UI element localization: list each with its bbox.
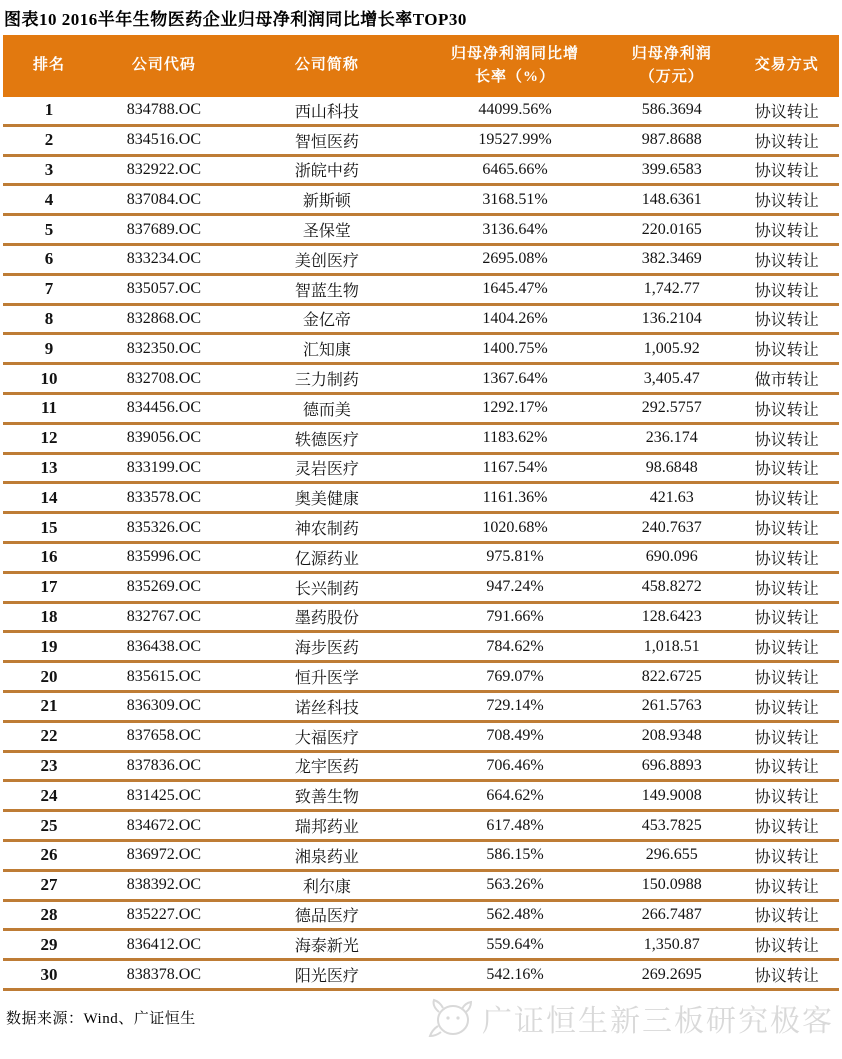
profit-cell: 421.63 bbox=[609, 483, 734, 513]
table-row bbox=[3, 721, 839, 751]
code-cell: 831425.OC bbox=[95, 781, 233, 811]
growth-cell: 1292.17% bbox=[421, 393, 609, 423]
growth-cell: 729.14% bbox=[421, 691, 609, 721]
method-cell: 协议转让 bbox=[734, 513, 839, 543]
col-header-growth: 归母净利润同比增 长率（%） bbox=[421, 35, 609, 97]
profit-cell: 292.5757 bbox=[609, 393, 734, 423]
growth-cell: 1020.68% bbox=[421, 513, 609, 543]
growth-cell: 1367.64% bbox=[421, 364, 609, 394]
table-row bbox=[3, 662, 839, 692]
penguin-logo-icon bbox=[426, 996, 474, 1040]
growth-cell: 617.48% bbox=[421, 811, 609, 841]
growth-cell: 1183.62% bbox=[421, 423, 609, 453]
table-row bbox=[3, 632, 839, 662]
col-header-method: 交易方式 bbox=[734, 35, 839, 97]
code-cell: 835996.OC bbox=[95, 542, 233, 572]
code-cell: 836438.OC bbox=[95, 632, 233, 662]
growth-cell: 1645.47% bbox=[421, 274, 609, 304]
table-row bbox=[3, 483, 839, 513]
name-cell: 智蓝生物 bbox=[233, 274, 421, 304]
name-cell: 神农制药 bbox=[233, 513, 421, 543]
code-cell: 834672.OC bbox=[95, 811, 233, 841]
figure-title: 图表10 2016半年生物医药企业归母净利润同比增长率TOP30 bbox=[4, 10, 467, 29]
name-cell: 海步医药 bbox=[233, 632, 421, 662]
rank-cell: 25 bbox=[3, 811, 95, 841]
table-row bbox=[3, 751, 839, 781]
profit-cell: 382.3469 bbox=[609, 244, 734, 274]
rank-cell: 4 bbox=[3, 185, 95, 215]
profit-cell: 586.3694 bbox=[609, 97, 734, 125]
table-row bbox=[3, 393, 839, 423]
table-header bbox=[3, 35, 839, 97]
rank-cell: 13 bbox=[3, 453, 95, 483]
method-cell: 协议转让 bbox=[734, 423, 839, 453]
rank-cell: 28 bbox=[3, 900, 95, 930]
code-cell: 836309.OC bbox=[95, 691, 233, 721]
name-cell: 墨药股份 bbox=[233, 602, 421, 632]
method-cell: 协议转让 bbox=[734, 97, 839, 125]
code-cell: 839056.OC bbox=[95, 423, 233, 453]
col-header-name: 公司简称 bbox=[233, 35, 421, 97]
growth-cell: 791.66% bbox=[421, 602, 609, 632]
profit-cell: 266.7487 bbox=[609, 900, 734, 930]
name-cell: 智恒医药 bbox=[233, 125, 421, 155]
code-cell: 835057.OC bbox=[95, 274, 233, 304]
table-row bbox=[3, 900, 839, 930]
name-cell: 西山科技 bbox=[233, 97, 421, 125]
growth-cell: 559.64% bbox=[421, 930, 609, 960]
method-cell: 协议转让 bbox=[734, 304, 839, 334]
rank-cell: 17 bbox=[3, 572, 95, 602]
table-row bbox=[3, 97, 839, 125]
method-cell: 协议转让 bbox=[734, 721, 839, 751]
rank-cell: 12 bbox=[3, 423, 95, 453]
table-row bbox=[3, 304, 839, 334]
profit-cell: 128.6423 bbox=[609, 602, 734, 632]
col-header-profit: 归母净利润 （万元） bbox=[609, 35, 734, 97]
growth-cell: 1167.54% bbox=[421, 453, 609, 483]
method-cell: 协议转让 bbox=[734, 274, 839, 304]
name-cell: 汇知康 bbox=[233, 334, 421, 364]
growth-cell: 3168.51% bbox=[421, 185, 609, 215]
profit-cell: 399.6583 bbox=[609, 155, 734, 185]
figure-footer bbox=[0, 991, 842, 1040]
name-cell: 德而美 bbox=[233, 393, 421, 423]
method-cell: 协议转让 bbox=[734, 244, 839, 274]
rank-cell: 7 bbox=[3, 274, 95, 304]
table-row bbox=[3, 364, 839, 394]
profit-cell: 150.0988 bbox=[609, 870, 734, 900]
profit-cell: 3,405.47 bbox=[609, 364, 734, 394]
method-cell: 协议转让 bbox=[734, 900, 839, 930]
table-row bbox=[3, 840, 839, 870]
name-cell: 致善生物 bbox=[233, 781, 421, 811]
name-cell: 金亿帝 bbox=[233, 304, 421, 334]
growth-cell: 19527.99% bbox=[421, 125, 609, 155]
growth-cell: 784.62% bbox=[421, 632, 609, 662]
top30-table bbox=[3, 35, 839, 991]
rank-cell: 19 bbox=[3, 632, 95, 662]
rank-cell: 29 bbox=[3, 930, 95, 960]
profit-cell: 240.7637 bbox=[609, 513, 734, 543]
rank-cell: 24 bbox=[3, 781, 95, 811]
code-cell: 832350.OC bbox=[95, 334, 233, 364]
growth-cell: 664.62% bbox=[421, 781, 609, 811]
code-cell: 838392.OC bbox=[95, 870, 233, 900]
table-row bbox=[3, 811, 839, 841]
code-cell: 837658.OC bbox=[95, 721, 233, 751]
table-row bbox=[3, 781, 839, 811]
rank-cell: 6 bbox=[3, 244, 95, 274]
method-cell: 协议转让 bbox=[734, 542, 839, 572]
method-cell: 协议转让 bbox=[734, 334, 839, 364]
name-cell: 灵岩医疗 bbox=[233, 453, 421, 483]
profit-cell: 822.6725 bbox=[609, 662, 734, 692]
code-cell: 835227.OC bbox=[95, 900, 233, 930]
rank-cell: 20 bbox=[3, 662, 95, 692]
name-cell: 亿源药业 bbox=[233, 542, 421, 572]
name-cell: 利尔康 bbox=[233, 870, 421, 900]
table-row bbox=[3, 513, 839, 543]
growth-cell: 542.16% bbox=[421, 960, 609, 990]
name-cell: 龙宇医药 bbox=[233, 751, 421, 781]
header-row bbox=[3, 35, 839, 97]
table-row bbox=[3, 691, 839, 721]
table-row bbox=[3, 423, 839, 453]
name-cell: 三力制药 bbox=[233, 364, 421, 394]
method-cell: 协议转让 bbox=[734, 781, 839, 811]
profit-cell: 453.7825 bbox=[609, 811, 734, 841]
rank-cell: 16 bbox=[3, 542, 95, 572]
growth-cell: 1161.36% bbox=[421, 483, 609, 513]
code-cell: 835269.OC bbox=[95, 572, 233, 602]
name-cell: 奥美健康 bbox=[233, 483, 421, 513]
table-row bbox=[3, 155, 839, 185]
table-row bbox=[3, 930, 839, 960]
growth-cell: 563.26% bbox=[421, 870, 609, 900]
rank-cell: 5 bbox=[3, 215, 95, 245]
growth-cell: 44099.56% bbox=[421, 97, 609, 125]
rank-cell: 2 bbox=[3, 125, 95, 155]
table-row bbox=[3, 215, 839, 245]
rank-cell: 9 bbox=[3, 334, 95, 364]
method-cell: 协议转让 bbox=[734, 185, 839, 215]
rank-cell: 27 bbox=[3, 870, 95, 900]
profit-cell: 269.2695 bbox=[609, 960, 734, 990]
col-header-rank: 排名 bbox=[3, 35, 95, 97]
name-cell: 浙皖中药 bbox=[233, 155, 421, 185]
growth-cell: 975.81% bbox=[421, 542, 609, 572]
growth-cell: 562.48% bbox=[421, 900, 609, 930]
code-cell: 833234.OC bbox=[95, 244, 233, 274]
table-row bbox=[3, 125, 839, 155]
code-cell: 835326.OC bbox=[95, 513, 233, 543]
profit-cell: 149.9008 bbox=[609, 781, 734, 811]
name-cell: 海泰新光 bbox=[233, 930, 421, 960]
growth-cell: 1400.75% bbox=[421, 334, 609, 364]
watermark bbox=[426, 996, 834, 1040]
profit-cell: 696.8893 bbox=[609, 751, 734, 781]
profit-cell: 148.6361 bbox=[609, 185, 734, 215]
rank-cell: 11 bbox=[3, 393, 95, 423]
code-cell: 838378.OC bbox=[95, 960, 233, 990]
name-cell: 阳光医疗 bbox=[233, 960, 421, 990]
code-cell: 837836.OC bbox=[95, 751, 233, 781]
name-cell: 美创医疗 bbox=[233, 244, 421, 274]
profit-cell: 458.8272 bbox=[609, 572, 734, 602]
method-cell: 协议转让 bbox=[734, 840, 839, 870]
name-cell: 圣保堂 bbox=[233, 215, 421, 245]
code-cell: 832868.OC bbox=[95, 304, 233, 334]
profit-cell: 136.2104 bbox=[609, 304, 734, 334]
profit-cell: 690.096 bbox=[609, 542, 734, 572]
name-cell: 长兴制药 bbox=[233, 572, 421, 602]
method-cell: 协议转让 bbox=[734, 662, 839, 692]
growth-cell: 586.15% bbox=[421, 840, 609, 870]
profit-cell: 220.0165 bbox=[609, 215, 734, 245]
method-cell: 协议转让 bbox=[734, 811, 839, 841]
table-body bbox=[3, 97, 839, 989]
col-header-code: 公司代码 bbox=[95, 35, 233, 97]
rank-cell: 26 bbox=[3, 840, 95, 870]
code-cell: 837689.OC bbox=[95, 215, 233, 245]
method-cell: 协议转让 bbox=[734, 572, 839, 602]
growth-cell: 6465.66% bbox=[421, 155, 609, 185]
growth-cell: 947.24% bbox=[421, 572, 609, 602]
method-cell: 协议转让 bbox=[734, 751, 839, 781]
code-cell: 834516.OC bbox=[95, 125, 233, 155]
method-cell: 协议转让 bbox=[734, 453, 839, 483]
profit-cell: 1,018.51 bbox=[609, 632, 734, 662]
method-cell: 协议转让 bbox=[734, 483, 839, 513]
method-cell: 协议转让 bbox=[734, 215, 839, 245]
table-row bbox=[3, 334, 839, 364]
growth-cell: 769.07% bbox=[421, 662, 609, 692]
growth-cell: 2695.08% bbox=[421, 244, 609, 274]
growth-cell: 706.46% bbox=[421, 751, 609, 781]
table-row bbox=[3, 185, 839, 215]
name-cell: 恒升医学 bbox=[233, 662, 421, 692]
rank-cell: 21 bbox=[3, 691, 95, 721]
rank-cell: 22 bbox=[3, 721, 95, 751]
code-cell: 833199.OC bbox=[95, 453, 233, 483]
method-cell: 协议转让 bbox=[734, 691, 839, 721]
data-source: 数据来源：Wind、广证恒生 bbox=[6, 1011, 196, 1028]
method-cell: 协议转让 bbox=[734, 125, 839, 155]
code-cell: 833578.OC bbox=[95, 483, 233, 513]
table-row bbox=[3, 244, 839, 274]
method-cell: 协议转让 bbox=[734, 602, 839, 632]
code-cell: 832708.OC bbox=[95, 364, 233, 394]
name-cell: 瑞邦药业 bbox=[233, 811, 421, 841]
table-row bbox=[3, 572, 839, 602]
code-cell: 834788.OC bbox=[95, 97, 233, 125]
profit-cell: 1,742.77 bbox=[609, 274, 734, 304]
name-cell: 大福医疗 bbox=[233, 721, 421, 751]
rank-cell: 8 bbox=[3, 304, 95, 334]
profit-cell: 296.655 bbox=[609, 840, 734, 870]
name-cell: 轶德医疗 bbox=[233, 423, 421, 453]
code-cell: 837084.OC bbox=[95, 185, 233, 215]
method-cell: 协议转让 bbox=[734, 155, 839, 185]
table-row bbox=[3, 960, 839, 990]
table-row bbox=[3, 602, 839, 632]
rank-cell: 15 bbox=[3, 513, 95, 543]
name-cell: 诺丝科技 bbox=[233, 691, 421, 721]
name-cell: 湘泉药业 bbox=[233, 840, 421, 870]
rank-cell: 30 bbox=[3, 960, 95, 990]
code-cell: 834456.OC bbox=[95, 393, 233, 423]
rank-cell: 3 bbox=[3, 155, 95, 185]
code-cell: 835615.OC bbox=[95, 662, 233, 692]
profit-cell: 1,350.87 bbox=[609, 930, 734, 960]
method-cell: 做市转让 bbox=[734, 364, 839, 394]
watermark-text: 广证恒生新三板研究极客 bbox=[482, 1004, 834, 1038]
profit-cell: 987.8688 bbox=[609, 125, 734, 155]
profit-cell: 208.9348 bbox=[609, 721, 734, 751]
table-row bbox=[3, 453, 839, 483]
code-cell: 832767.OC bbox=[95, 602, 233, 632]
growth-cell: 708.49% bbox=[421, 721, 609, 751]
rank-cell: 14 bbox=[3, 483, 95, 513]
profit-cell: 261.5763 bbox=[609, 691, 734, 721]
method-cell: 协议转让 bbox=[734, 930, 839, 960]
method-cell: 协议转让 bbox=[734, 393, 839, 423]
profit-cell: 98.6848 bbox=[609, 453, 734, 483]
method-cell: 协议转让 bbox=[734, 870, 839, 900]
rank-cell: 1 bbox=[3, 97, 95, 125]
name-cell: 新斯顿 bbox=[233, 185, 421, 215]
profit-cell: 1,005.92 bbox=[609, 334, 734, 364]
name-cell: 德品医疗 bbox=[233, 900, 421, 930]
rank-cell: 10 bbox=[3, 364, 95, 394]
code-cell: 832922.OC bbox=[95, 155, 233, 185]
table-row bbox=[3, 542, 839, 572]
growth-cell: 3136.64% bbox=[421, 215, 609, 245]
code-cell: 836972.OC bbox=[95, 840, 233, 870]
rank-cell: 23 bbox=[3, 751, 95, 781]
method-cell: 协议转让 bbox=[734, 632, 839, 662]
code-cell: 836412.OC bbox=[95, 930, 233, 960]
table-row bbox=[3, 870, 839, 900]
method-cell: 协议转让 bbox=[734, 960, 839, 990]
rank-cell: 18 bbox=[3, 602, 95, 632]
table-row bbox=[3, 274, 839, 304]
profit-cell: 236.174 bbox=[609, 423, 734, 453]
growth-cell: 1404.26% bbox=[421, 304, 609, 334]
